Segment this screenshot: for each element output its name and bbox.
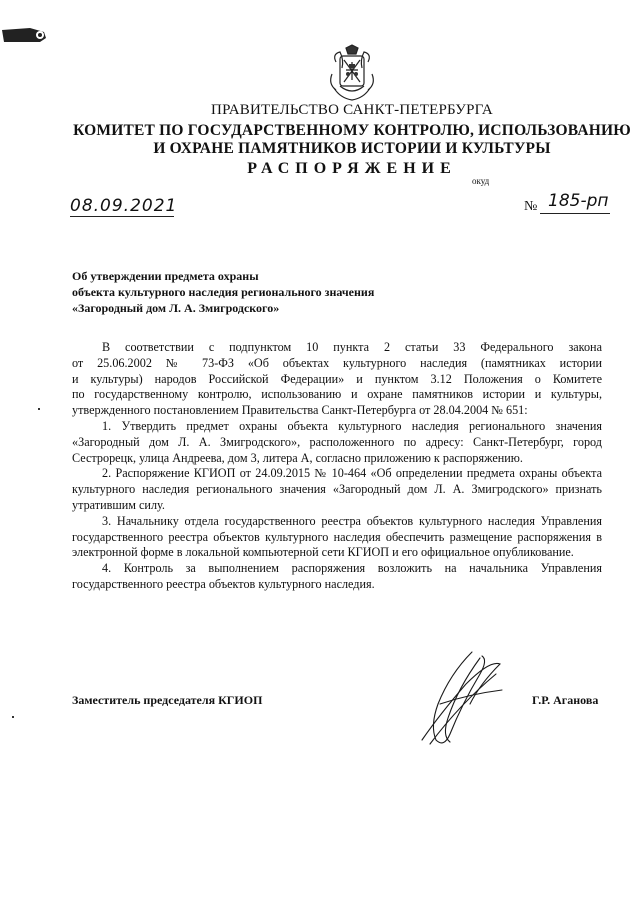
government-title: ПРАВИТЕЛЬСТВО САНКТ-ПЕТЕРБУРГА [211, 102, 493, 118]
date-underline [70, 216, 174, 217]
item-2-line: 2. Распоряжение КГИОП от 24.09.2015 № 10-464 «Об определении предмета охраны объекта [102, 466, 602, 481]
committee-name-line1: КОМИТЕТ ПО ГОСУДАРСТВЕННОМУ КОНТРОЛЮ, ИСПОЛЬЗОВАНИЮ [73, 122, 631, 139]
item-2-line: культурного наследия регионального значения «Загородный дом Л. А. Змигродского» признать [72, 482, 602, 497]
handwritten-signature [410, 644, 510, 754]
item-4-line: 4. Контроль за выполнением распоряжения возложить на начальника Управления [102, 561, 602, 576]
subject-line2: объекта культурного наследия регионального значения [72, 285, 375, 299]
scan-speck [38, 408, 40, 410]
item-3-line: государственного реестра объектов культурного наследия обеспечить размещение распоряжения в [72, 529, 602, 544]
document-number: 185-рп [548, 191, 609, 211]
item-4-line: государственного реестра объектов культурного наследия. [72, 576, 375, 591]
preamble-line: по государственному контролю, использованию и охране памятников истории и культуры, [72, 387, 602, 402]
number-label: № [524, 199, 538, 214]
item-3-line: электронной форме в локальной компьютерной сети КГИОП и его официальное опубликование. [72, 545, 574, 560]
preamble-line: утвержденного постановлением Правительства Санкт-Петербурга от 28.04.2004 № 651: [72, 403, 528, 418]
preamble-line: и культуры) народов Российской Федерации» и пунктом 3.12 Положения о Комитете [72, 371, 602, 386]
item-2-line: утратившим силу. [72, 497, 165, 512]
document-type: РАСПОРЯЖЕНИЕ [247, 160, 457, 177]
document-subject [72, 268, 402, 316]
number-underline [540, 213, 610, 214]
scan-speck [12, 716, 14, 718]
item-3-line: 3. Начальнику отдела государственного реестра объектов культурного наследия Управления [102, 513, 602, 528]
scan-stamp-mark [0, 24, 48, 46]
okud-label: окуд [472, 176, 490, 186]
item-1-line: 1. Утвердить предмет охраны объекта культурного наследия регионального значения [102, 418, 602, 433]
preamble-line: В соответствии с подпунктом 10 пункта 2 статьи 33 Федерального закона [102, 340, 602, 354]
subject-line3: «Загородный дом Л. А. Змигродского» [72, 301, 280, 315]
preamble-line: от 25.06.2002 № 73-ФЗ «Об объектах культурного наследия (памятниках истории [72, 355, 602, 370]
item-1-line: «Загородный дом Л. А. Змигродского», расположенного по адресу: Санкт-Петербург, город [72, 434, 602, 449]
document-body [72, 340, 602, 593]
item-1-line: Сестрорецк, улица Андреева, дом 3, литера А, согласно приложению к распоряжению. [72, 450, 523, 465]
document-date: 08.09.2021 [70, 196, 178, 216]
signer-position: Заместитель председателя КГИОП [72, 693, 263, 707]
committee-name [0, 122, 640, 158]
subject-line1: Об утверждении предмета охраны [72, 269, 259, 283]
coat-of-arms-emblem [326, 44, 378, 102]
committee-name-line2: И ОХРАНЕ ПАМЯТНИКОВ ИСТОРИИ И КУЛЬТУРЫ [153, 140, 551, 157]
signer-name: Г.Р. Аганова [532, 693, 599, 707]
